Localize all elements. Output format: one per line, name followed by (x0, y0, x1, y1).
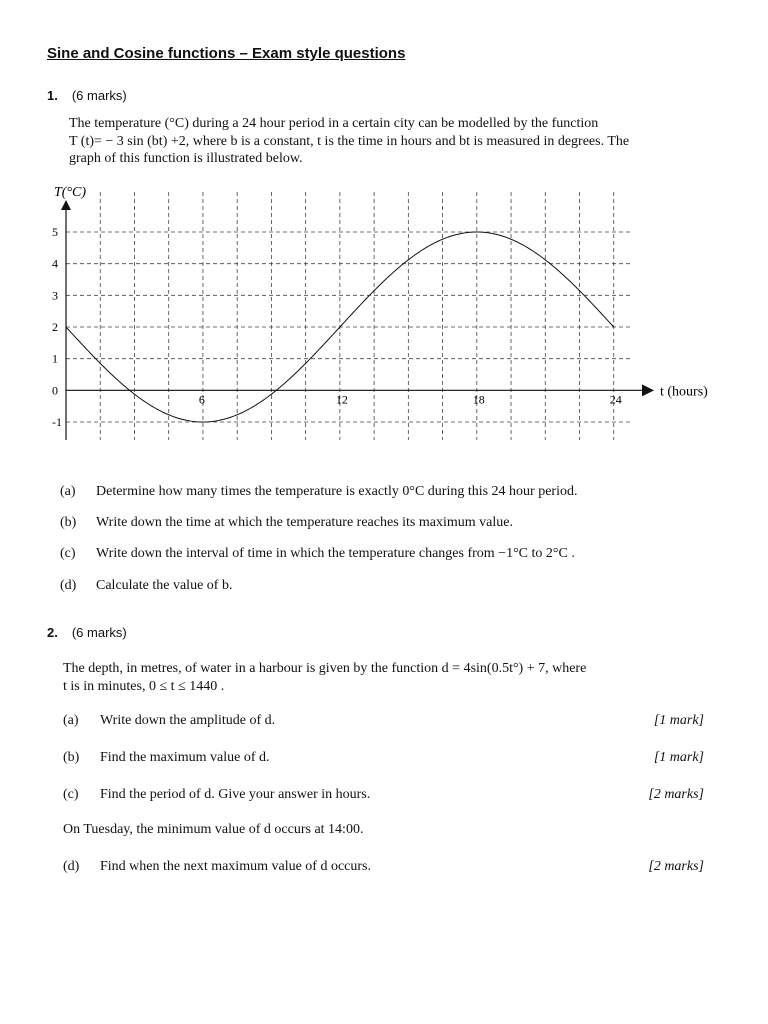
y-tick-label: -1 (52, 415, 62, 429)
question-2-marks: (6 marks) (71, 625, 127, 640)
part-label: (c) (63, 787, 79, 802)
x-axis-arrow (642, 384, 654, 396)
question-2-header (47, 625, 127, 640)
x-tick-label: 18 (472, 392, 485, 407)
question-2-intro-line: t is in minutes, 0 ≤ t ≤ 1440 . (63, 678, 225, 694)
part-label: (b) (60, 515, 77, 530)
part-text: Calculate the value of b. (96, 578, 233, 593)
question-1-marks: (6 marks) (71, 88, 127, 103)
y-tick-label: 1 (52, 351, 58, 366)
y-tick-label: 3 (52, 288, 58, 303)
question-2-part-a (63, 713, 704, 733)
question-2-part-c (63, 787, 704, 807)
question-1-intro (69, 115, 705, 168)
page-title: Sine and Cosine functions – Exam style questions (47, 45, 406, 62)
y-axis-arrow (61, 200, 71, 210)
question-1-part-d (60, 578, 720, 598)
question-1-intro-line: graph of this function is illustrated below. (69, 151, 303, 166)
y-tick-label: 5 (52, 225, 58, 239)
part-text: Write down the amplitude of d. (100, 713, 276, 728)
x-tick-label: 12 (335, 392, 348, 407)
part-label: (c) (60, 546, 76, 561)
part-label: (a) (60, 484, 76, 499)
graph-axes (61, 200, 654, 440)
question-2-part-d (63, 859, 704, 879)
question-2-number: 2. (47, 625, 58, 640)
y-tick-label: 4 (52, 256, 58, 271)
temperature-graph (40, 178, 720, 448)
question-2-note: On Tuesday, the minimum value of d occurs at 14:00. (63, 822, 364, 837)
part-text: Write down the interval of time in which the temperature changes from −1°C to 2°C . (96, 546, 575, 561)
part-mark: [1 mark] (653, 750, 704, 765)
part-text: Determine how many times the temperature is exactly 0°C during this 24 hour period. (96, 484, 578, 499)
part-text: Find the period of d. Give your answer in hours. (100, 787, 371, 802)
x-axis-label: t (hours) (660, 384, 708, 400)
question-2-parts (63, 713, 704, 883)
question-1-part-b (60, 515, 720, 535)
question-2-part-b (63, 750, 704, 770)
question-1-header (47, 88, 127, 103)
y-tick-label: 2 (52, 320, 58, 334)
part-label: (d) (63, 859, 80, 874)
question-1-intro-line: T (t)= − 3 sin (bt) +2, where b is a constant, t is the time in hours and bt is measured in degrees. The (69, 133, 630, 149)
y-tick-label: 0 (52, 383, 58, 398)
part-mark: [2 marks] (648, 859, 704, 874)
question-1-intro-line: The temperature (°C) during a 24 hour period in a certain city can be modelled by the function (69, 116, 599, 131)
part-label: (a) (63, 713, 79, 728)
question-2-intro-line: The depth, in metres, of water in a harbour is given by the function d = 4sin(0.5t°) + 7, where (63, 661, 587, 676)
question-1-part-c (60, 546, 720, 566)
part-label: (b) (63, 750, 80, 765)
part-mark: [2 marks] (648, 787, 704, 802)
question-1-parts (60, 484, 720, 604)
part-label: (d) (60, 578, 77, 593)
part-text: Write down the time at which the temperature reaches its maximum value. (96, 515, 513, 530)
graph-grid (66, 192, 632, 440)
x-tick-label: 6 (198, 392, 205, 407)
question-1-part-a (60, 484, 720, 504)
question-2-intro (63, 660, 704, 695)
part-mark: [1 mark] (653, 713, 704, 728)
x-tick-label: 24 (609, 392, 622, 407)
part-text: Find the maximum value of d. (100, 750, 270, 765)
question-1-number: 1. (47, 88, 58, 103)
y-axis-label: T(°C) (54, 185, 87, 200)
part-text: Find when the next maximum value of d occurs. (100, 859, 371, 874)
